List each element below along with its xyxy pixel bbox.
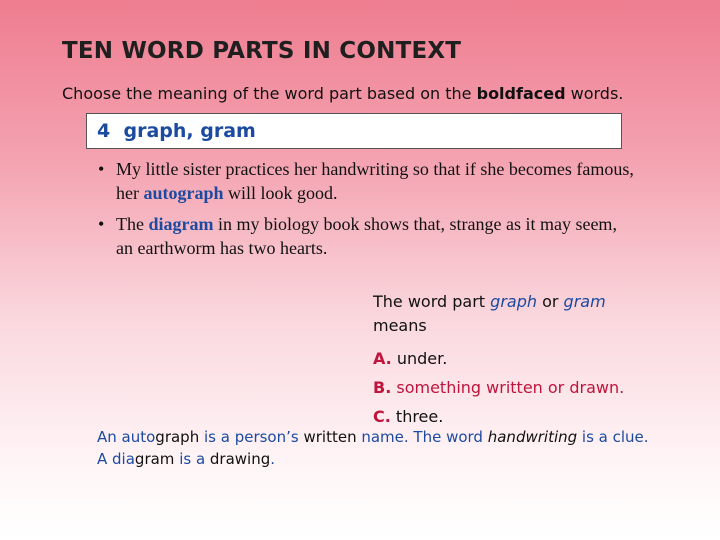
- example-text-start: The: [116, 214, 149, 234]
- bullet-icon: •: [98, 214, 105, 234]
- example-text-end: in my biology book shows that, strange as it may seem, an earthworm has two hearts.: [116, 214, 617, 258]
- expl-part: is a: [174, 450, 210, 468]
- answer-option-b[interactable]: [373, 373, 673, 402]
- example-text: [98, 212, 638, 260]
- answer-option-a[interactable]: [373, 344, 673, 373]
- expl-part: written: [303, 428, 357, 446]
- question-text: The word part: [373, 292, 491, 311]
- expl-part: An auto: [97, 428, 156, 446]
- question-text: means: [373, 316, 427, 335]
- question-block: [373, 290, 673, 431]
- word-part-box: [86, 113, 622, 149]
- explanation-text: [97, 426, 657, 470]
- option-letter: B.: [373, 378, 392, 397]
- word-part-label: graph, gram: [123, 120, 256, 142]
- question-text: or: [537, 292, 564, 311]
- example-text-start: My little sister practices her handwriting so that if she becomes famous, her: [116, 159, 634, 203]
- instruction-text-end: words.: [565, 84, 624, 103]
- question-word-part-gram: gram: [563, 292, 606, 311]
- question-stem: [373, 290, 673, 338]
- highlighted-word: autograph: [143, 183, 224, 203]
- bullet-icon: •: [98, 159, 105, 179]
- instruction-text: Choose the meaning of the word part based on the: [62, 84, 477, 103]
- word-part-heading: [97, 120, 256, 142]
- word-part-number: 4: [97, 120, 111, 142]
- expl-part: name. The word: [356, 428, 488, 446]
- option-letter: C.: [373, 407, 391, 426]
- page-title: TEN WORD PARTS IN CONTEXT: [62, 38, 462, 64]
- option-text: something written or drawn.: [391, 378, 625, 397]
- example-sentence-1: [98, 157, 638, 205]
- expl-part: is a person’s: [199, 428, 304, 446]
- option-text: three.: [390, 407, 444, 426]
- question-word-part-graph: graph: [490, 292, 537, 311]
- option-letter: A.: [373, 349, 392, 368]
- expl-part: drawing: [209, 450, 271, 468]
- example-sentence-2: [98, 212, 638, 260]
- example-text: [98, 157, 638, 205]
- instruction-bold: boldfaced: [476, 84, 566, 103]
- expl-part: is a clue. A dia: [97, 428, 649, 468]
- expl-part: gram: [134, 450, 175, 468]
- instruction: [62, 84, 623, 103]
- highlighted-word: diagram: [148, 214, 214, 234]
- example-text-end: will look good.: [223, 183, 338, 203]
- expl-part: graph: [155, 428, 200, 446]
- expl-part: handwriting: [487, 428, 578, 446]
- option-text: under.: [391, 349, 448, 368]
- expl-part: .: [270, 450, 276, 468]
